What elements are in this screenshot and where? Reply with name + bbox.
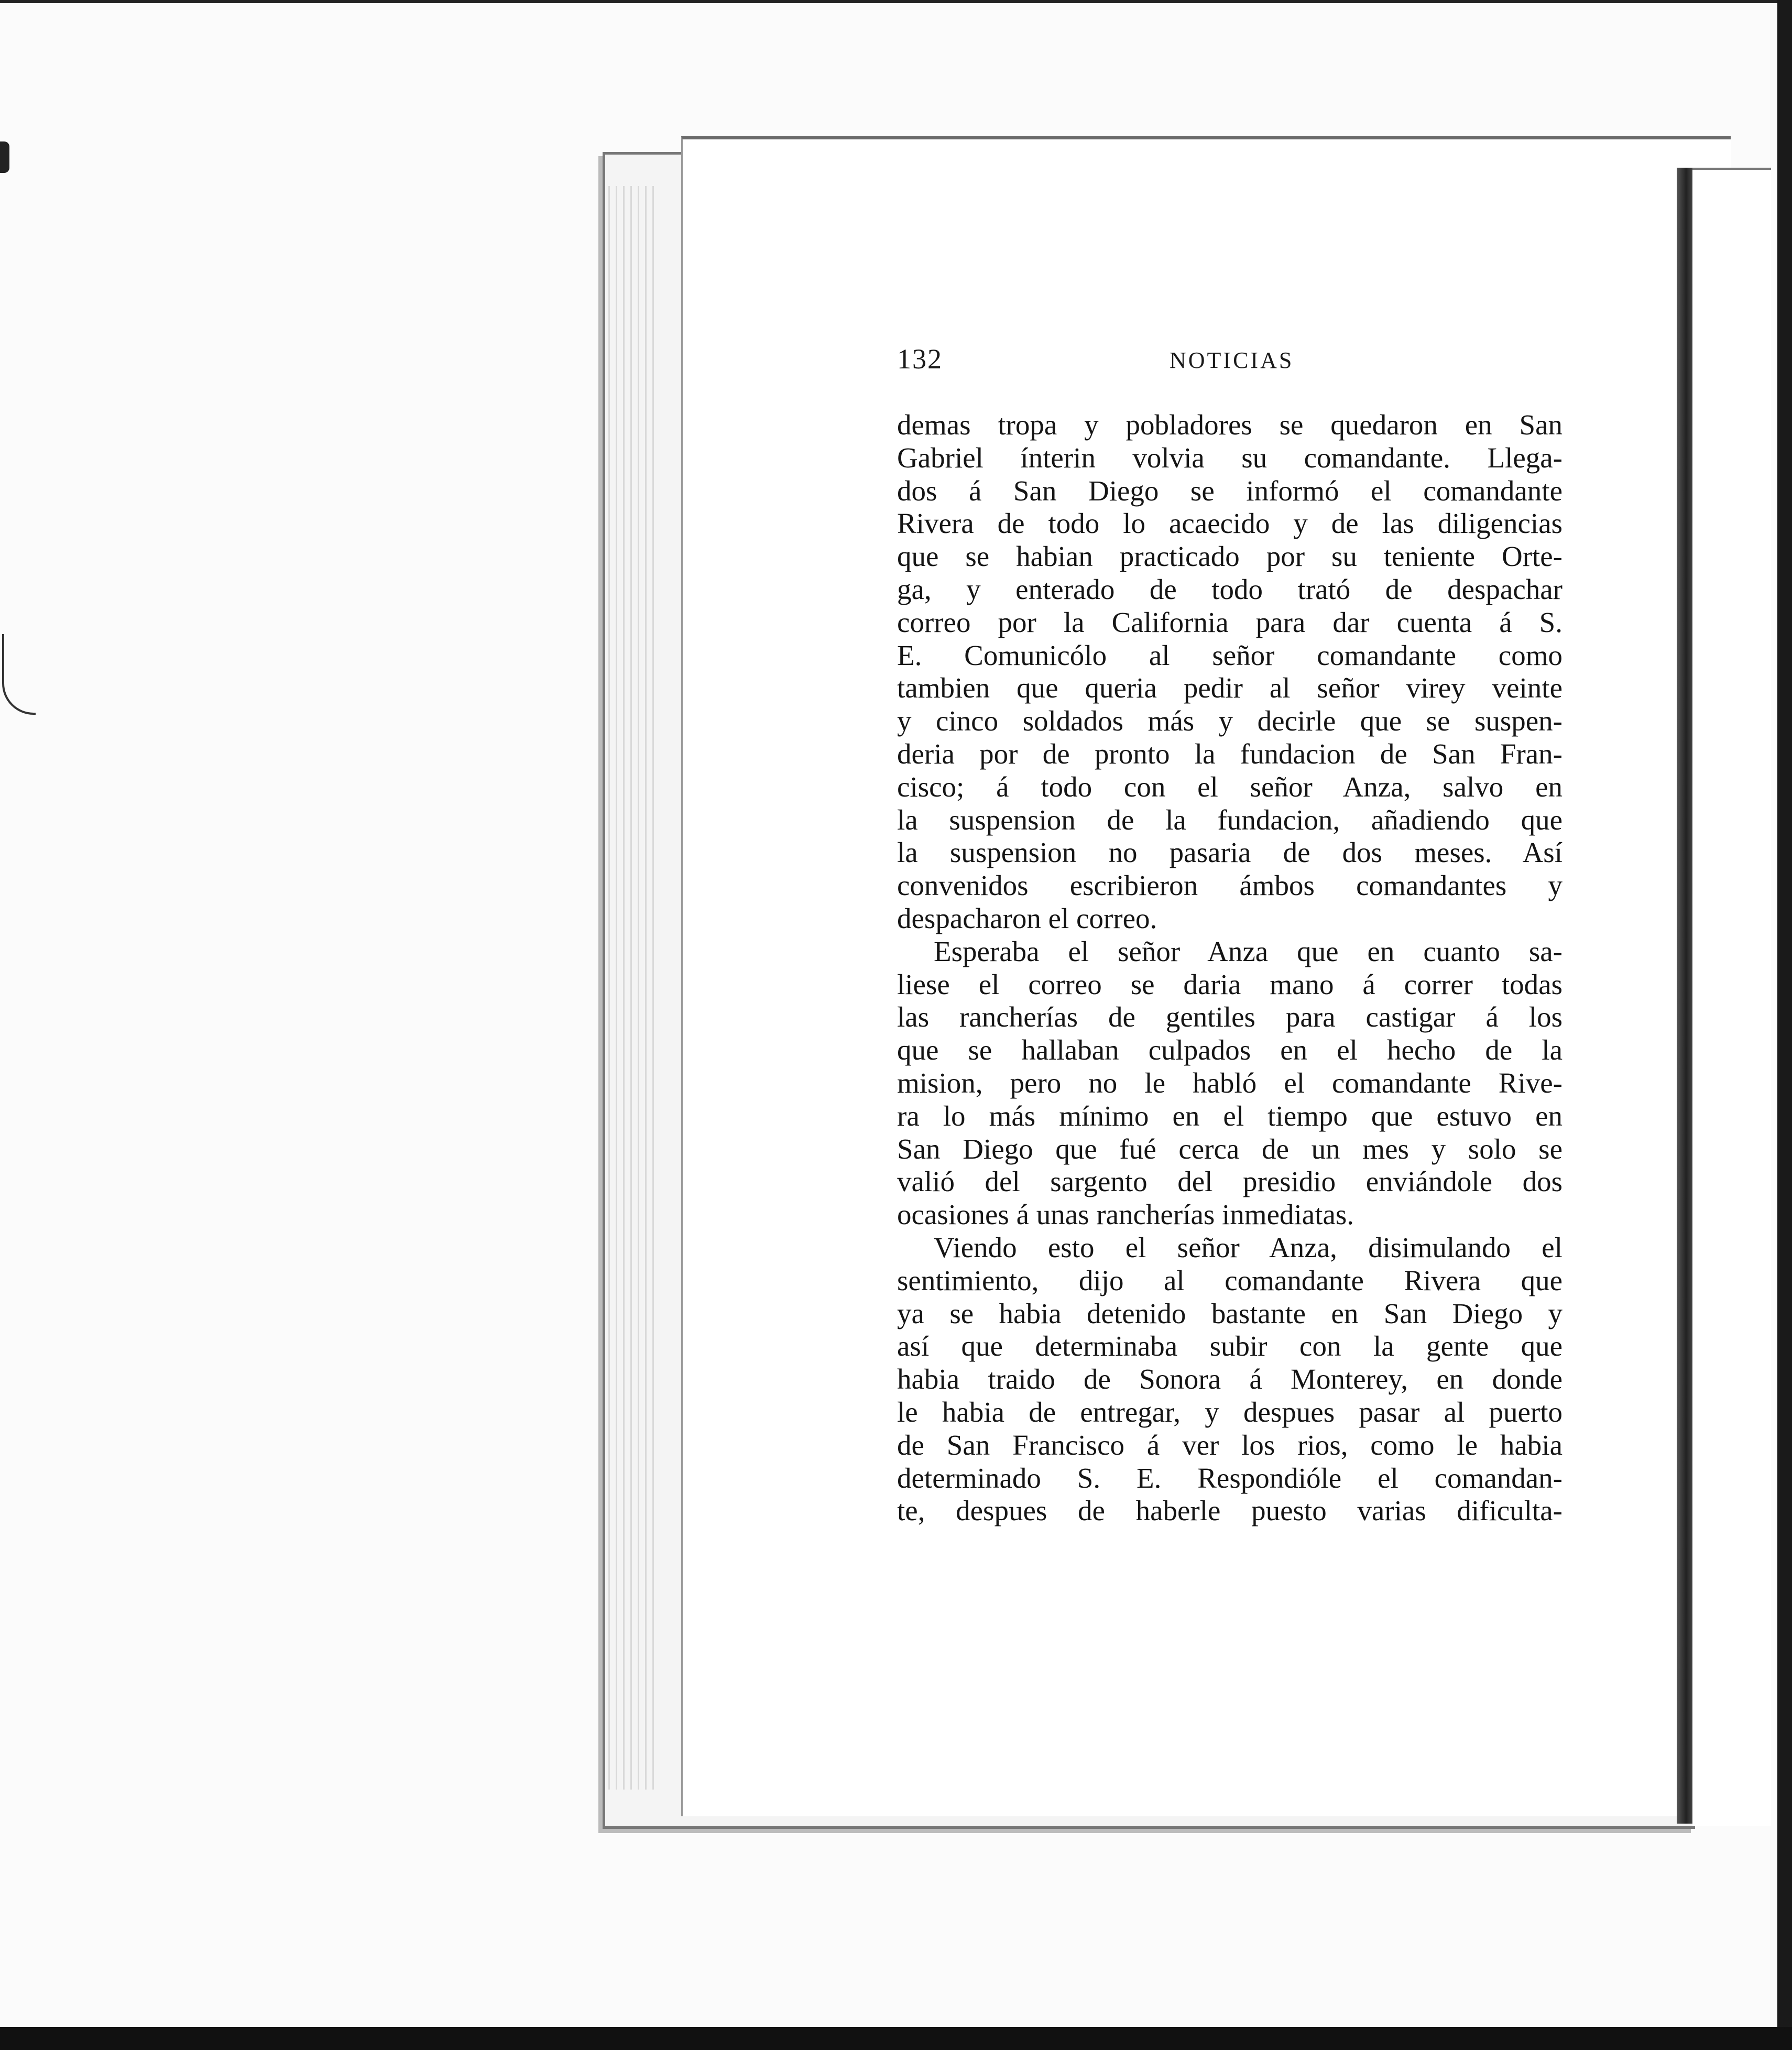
scan-right-edge (1777, 0, 1792, 2050)
text-line: Rivera de todo lo acaecido y de las diligencias (897, 507, 1562, 540)
text-line: demas tropa y pobladores se quedaron en San (897, 409, 1562, 441)
text-line: San Diego que fué cerca de un mes y solo se (897, 1132, 1562, 1165)
text-line: dos á San Diego se informó el comandante (897, 474, 1562, 507)
text-line: ocasiones á unas rancherías inmediatas. (897, 1198, 1354, 1231)
text-line: habia traido de Sonora á Monterey, en donde (897, 1363, 1562, 1395)
text-line: E. Comunicólo al señor comandante como (897, 639, 1562, 671)
text-line: tambien que queria pedir al señor virey veinte (897, 672, 1562, 704)
text-line: de San Francisco á ver los rios, como le habia (897, 1429, 1562, 1461)
text-line: correo por la California para dar cuenta á S. (897, 606, 1562, 638)
text-line: ra lo más mínimo en el tiempo que estuvo en (897, 1099, 1562, 1132)
text-line: determinado S. E. Respondióle el comandan- (897, 1462, 1562, 1494)
text-line: mision, pero no le habló el comandante Rive- (897, 1066, 1562, 1099)
text-line: deria por de pronto la fundacion de San Fran- (897, 737, 1562, 770)
text-line: cisco; á todo con el señor Anza, salvo en (897, 770, 1562, 803)
scan-bottom-edge (0, 2027, 1792, 2050)
scan-left-mark (0, 141, 9, 173)
text-line: le habia de entregar, y despues pasar al puerto (897, 1395, 1562, 1428)
text-line: y cinco soldados más y decirle que se suspen- (897, 705, 1562, 737)
page-edges (608, 186, 655, 1790)
text-line: ya se habia detenido bastante en San Diego y (897, 1297, 1562, 1329)
text-line: despacharon el correo. (897, 902, 1157, 934)
body-text (897, 409, 1562, 1528)
text-line: la suspension no pasaria de dos meses. Así (897, 836, 1562, 869)
running-title: NOTICIAS (1170, 347, 1294, 373)
book-gutter (1677, 168, 1692, 1824)
text-line: las rancherías de gentiles para castigar á los (897, 1001, 1562, 1033)
text-line: Gabriel ínterin volvia su comandante. Llega- (897, 441, 1562, 474)
text-line: la suspension de la fundacion, añadiendo que (897, 803, 1562, 836)
running-head (897, 343, 1573, 379)
text-line: así que determinaba subir con la gente que (897, 1330, 1562, 1362)
text-line: liese el correo se daria mano á correr todas (897, 968, 1562, 1000)
text-line: convenidos escribieron ámbos comandantes y (897, 869, 1562, 902)
text-line: sentimiento, dijo al comandante Rivera que (897, 1264, 1562, 1296)
text-line: valió del sargento del presidio enviándole dos (897, 1165, 1562, 1198)
text-line: que se habian practicado por su teniente Orte- (897, 540, 1562, 573)
text-line: que se hallaban culpados en el hecho de la (897, 1034, 1562, 1066)
scan-top-edge (0, 0, 1792, 3)
right-page-edge (1692, 168, 1771, 1826)
text-line: Esperaba el señor Anza que en cuanto sa- (934, 935, 1562, 967)
text-line: te, despues de haberle puesto varias dificulta- (897, 1495, 1562, 1527)
page-number: 132 (897, 343, 943, 375)
text-line: Viendo esto el señor Anza, disimulando el (934, 1231, 1562, 1263)
text-line: ga, y enterado de todo trató de despachar (897, 573, 1562, 605)
